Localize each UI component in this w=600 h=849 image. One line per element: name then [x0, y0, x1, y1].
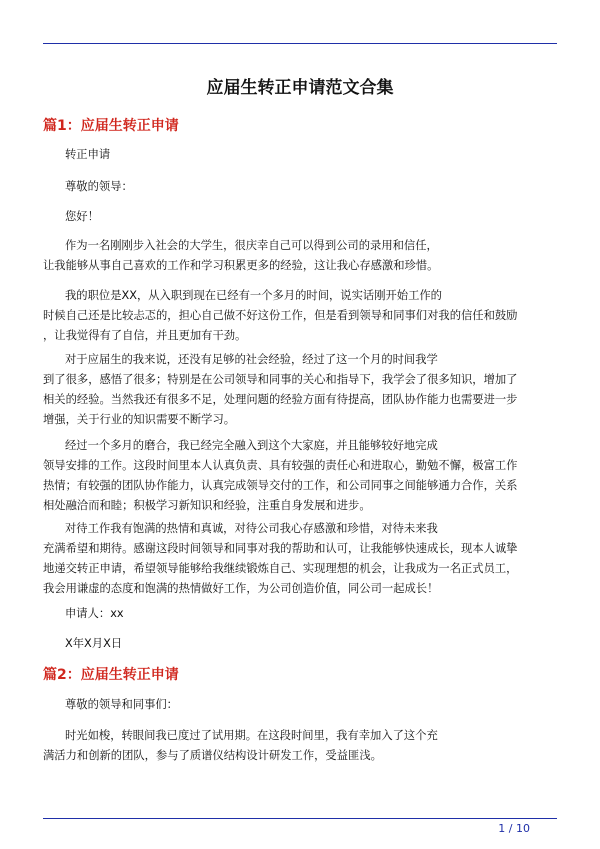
page-number: 1 / 10 [498, 822, 530, 835]
paragraph-line: 对待工作我有饱满的热情和真诚，对待公司我心存感激和珍惜，对待未来我 [65, 522, 438, 535]
paragraph [43, 207, 563, 227]
paragraph-line: 尊敬的领导和同事们： [65, 698, 178, 711]
paragraph-line: 热情；有较强的团队协作能力，认真完成领导交付的工作，和公司同事之间能够通力合作，关系 [43, 479, 518, 492]
paragraph-line: 作为一名刚刚步入社会的大学生，很庆幸自己可以得到公司的录用和信任， [65, 239, 438, 252]
section-heading-1: 篇1：应届生转正申请 [43, 118, 179, 134]
paragraph-line: 时候自己还是比较忐忑的，担心自己做不好这份工作，但是看到领导和同事们对我的信任和鼓励 [43, 309, 518, 322]
paragraph-line: 我的职位是XX，从入职到现在已经有一个多月的时间，说实话刚开始工作的 [65, 289, 442, 302]
paragraph [43, 350, 563, 430]
paragraph-line: 经过一个多月的磨合，我已经完全融入到这个大家庭，并且能够较好地完成 [65, 439, 438, 452]
document-title: 应届生转正申请范文合集 [206, 78, 394, 98]
paragraph-line: 时光如梭，转眼间我已度过了试用期。在这段时间里，我有幸加入了这个充 [65, 729, 438, 742]
paragraph [43, 726, 563, 766]
date-line: X年X月X日 [65, 637, 123, 650]
paragraph-line: 满活力和创新的团队，参与了质谱仪结构设计研发工作，受益匪浅。 [43, 749, 382, 762]
paragraph [43, 519, 563, 599]
paragraph [43, 604, 563, 624]
paragraph-line: 尊敬的领导： [65, 180, 133, 193]
section-heading-2: 篇2：应届生转正申请 [43, 667, 179, 683]
paragraph-line: ，让我觉得有了自信，并且更加有干劲。 [43, 329, 247, 342]
paragraph-line: 相处融洽而和睦；积极学习新知识和经验，注重自身发展和进步。 [43, 499, 371, 512]
paragraph-line: 充满希望和期待。感谢这段时间领导和同事对我的帮助和认可，让我能够快速成长，现本人诚挚 [43, 542, 518, 555]
paragraph [43, 695, 563, 715]
paragraph-line: 领导安排的工作。这段时间里本人认真负责、具有较强的责任心和进取心，勤勉不懈，极富工作 [43, 459, 518, 472]
paragraph [43, 634, 563, 654]
paragraph-line: 增强，关于行业的知识需要不断学习。 [43, 413, 236, 426]
paragraph-line: 转正申请 [65, 148, 111, 161]
paragraph-line: 让我能够从事自己喜欢的工作和学习积累更多的经验，这让我心存感激和珍惜。 [43, 259, 439, 272]
paragraph [43, 145, 563, 165]
paragraph [43, 286, 563, 346]
paragraph [43, 436, 563, 516]
paragraph-line: 相关的经验。当然我还有很多不足，处理问题的经验方面有待提高，团队协作能力也需要进一步 [43, 393, 518, 406]
header-rule [43, 43, 557, 44]
paragraph [43, 236, 563, 276]
paragraph-line: 地递交转正申请，希望领导能够给我继续锻炼自己、实现理想的机会，让我成为一名正式员工， [43, 562, 518, 575]
applicant-line: 申请人：xx [65, 607, 124, 620]
paragraph-line: 对于应届生的我来说，还没有足够的社会经验，经过了这一个月的时间我学 [65, 353, 438, 366]
paragraph [43, 177, 563, 197]
paragraph-line: 我会用谦虚的态度和饱满的热情做好工作，为公司创造价值，同公司一起成长！ [43, 582, 439, 595]
paragraph-line: 到了很多，感悟了很多；特别是在公司领导和同事的关心和指导下，我学会了很多知识，增加了 [43, 373, 518, 386]
footer-rule [43, 818, 557, 819]
paragraph-line: 您好！ [65, 210, 99, 223]
